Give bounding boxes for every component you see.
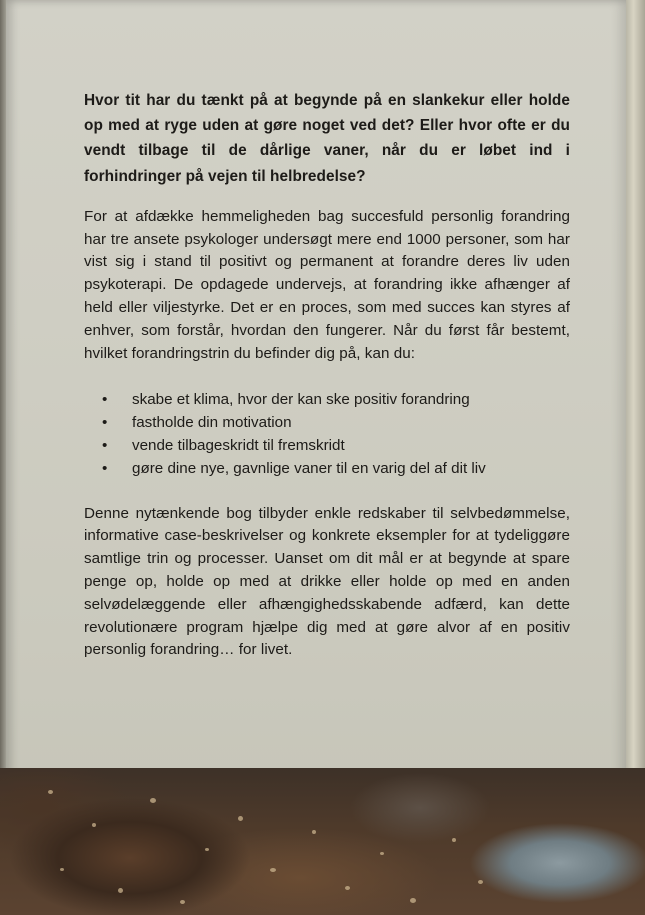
list-item-text: skabe et klima, hvor der kan ske positiv forandring bbox=[132, 391, 470, 409]
list-item bbox=[84, 389, 570, 412]
bullet-icon: • bbox=[102, 414, 108, 432]
description-paragraph: For at afdække hemmeligheden bag succesfuld personlig forandring har tre ansete psykologer undersøgt mere end 1000 personer, som har vist sig i stand til positivt og permanent at forandre deres liv uden psykoterapi. De opdagede undervejs, at forandring ikke afhænger af held eller viljestyrke. Det er en proces, som med succes kan styres af enhver, som forstår, hvordan den fungerer. Når du først får bestemt, hvilket forandringstrin du befinder dig på, kan du: bbox=[84, 207, 570, 362]
stones-photo-strip bbox=[0, 768, 645, 915]
bullet-icon: • bbox=[102, 391, 108, 409]
list-item bbox=[84, 412, 570, 435]
bullet-icon: • bbox=[102, 436, 108, 454]
summary-paragraph: Denne nytænkende bog tilbyder enkle redskaber til selvbedømmelse, informative case-beskrivelser og konkrete eksempler for at tydeliggøre samtlige trin og processer. Uanset om dit mål er at begynde at spare penge op, holde op med at drikke eller holde op med en anden selvødelæggende eller afhængighedsskabende adfærd, kan dette revolutionære program hjælpe dig med at gøre alvor af en positiv personlig forandring… for livet. bbox=[84, 504, 570, 659]
benefits-list bbox=[84, 389, 570, 480]
list-item bbox=[84, 435, 570, 458]
back-cover-text-block bbox=[84, 88, 570, 662]
bullet-icon: • bbox=[102, 459, 108, 477]
list-item-text: gøre dine nye, gavnlige vaner til en varig del af dit liv bbox=[132, 459, 486, 477]
list-item-text: fastholde din motivation bbox=[132, 414, 292, 432]
lead-paragraph: Hvor tit har du tænkt på at begynde på en slankekur eller holde op med at ryge uden at gøre noget ved det? Eller hvor ofte er du vendt tilbage til de dårlige vaner, når du er løbet ind i forhindringer på vejen til helbredelse? bbox=[84, 92, 570, 185]
list-item-text: vende tilbageskridt til fremskridt bbox=[132, 436, 345, 454]
list-item bbox=[84, 458, 570, 481]
